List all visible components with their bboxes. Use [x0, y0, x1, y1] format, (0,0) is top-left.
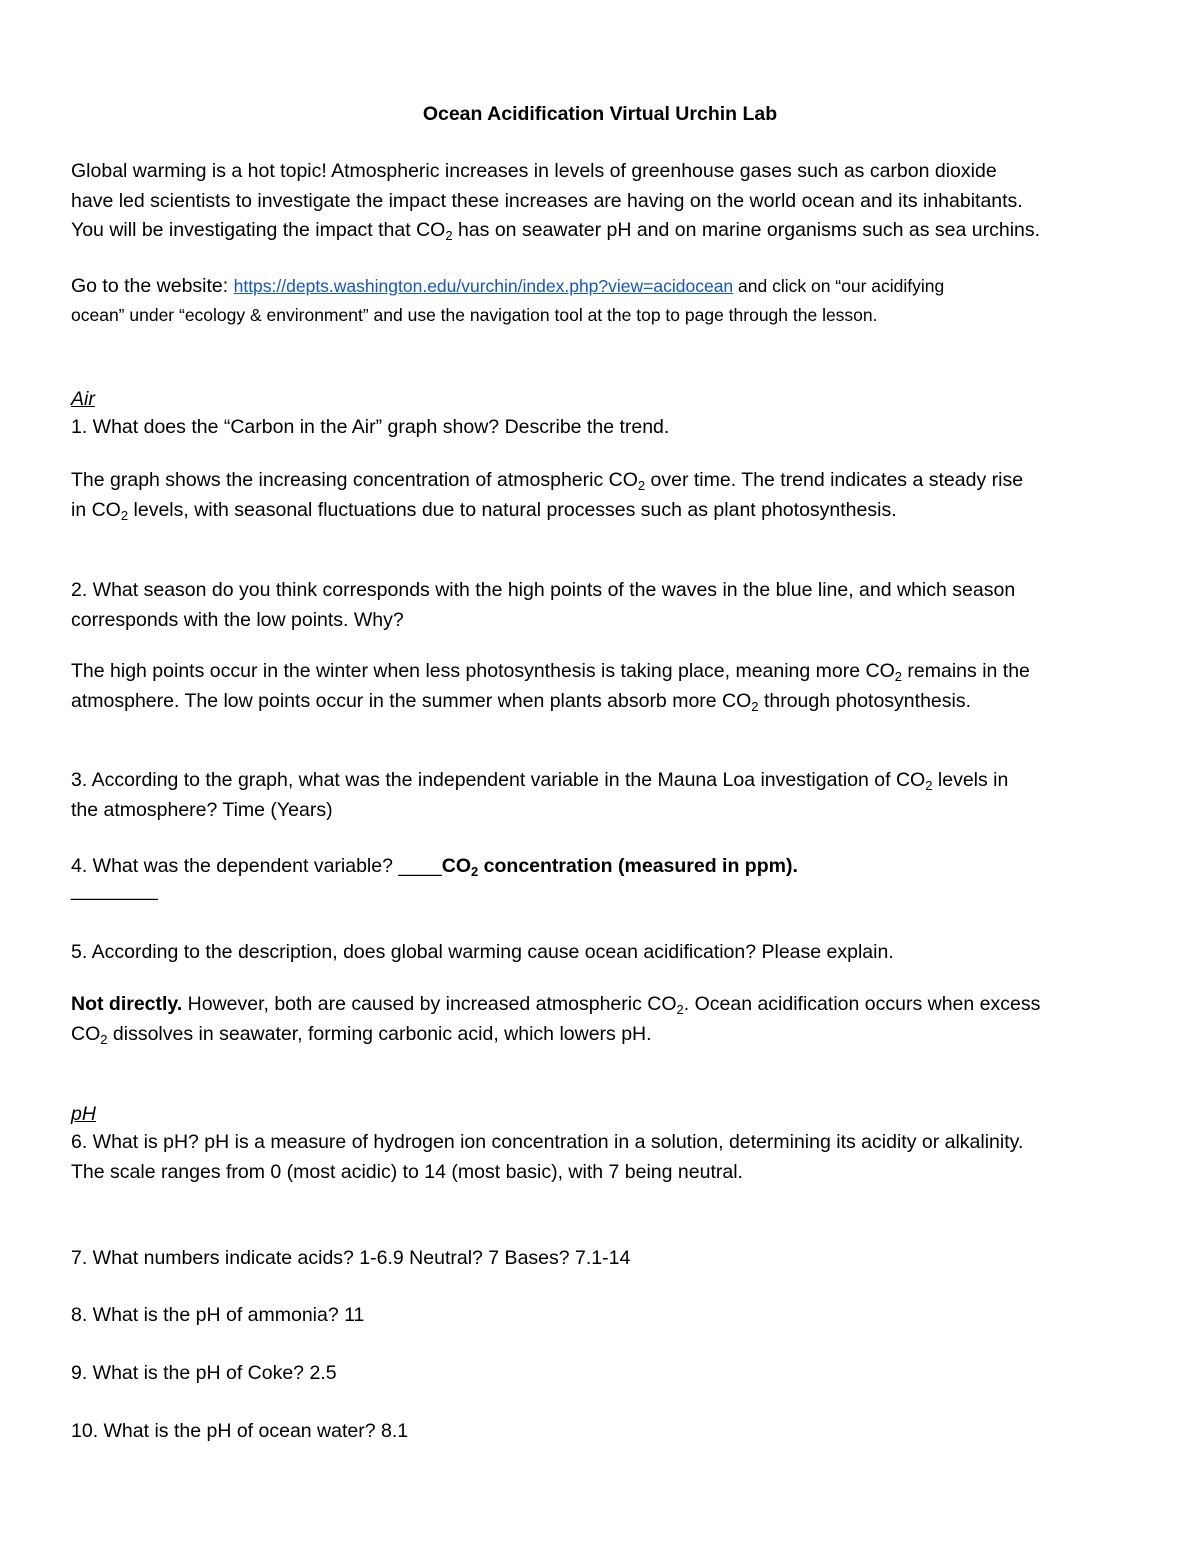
website-line: ocean” under “ecology & environment” and use the navigation tool at the top to page through the lesson.	[71, 304, 878, 325]
question-1: 1. What does the “Carbon in the Air” graph show? Describe the trend.	[71, 416, 670, 438]
answer-4: $CO_2$ concentration (measured in ppm).	[441, 855, 798, 879]
question-9: 9. What is the pH of Coke? 2.5	[71, 1362, 337, 1384]
section-heading-air: Air	[71, 388, 95, 410]
question-8: 8. What is the pH of ammonia? 11	[71, 1304, 365, 1326]
website-paragraph	[71, 272, 1141, 329]
page-title: Ocean Acidification Virtual Urchin Lab	[422, 103, 778, 125]
answer-blank: ________	[71, 878, 158, 901]
answer-1: The graph shows the increasing concentration of atmospheric $CO_2$ over time. The trend indicates a steady rise in $CO_2$ levels, with seasonal fluctuations due to natural processes such as plant photosynthesis.	[71, 469, 1024, 523]
intro-line: You will be investigating the impact that $CO_2$ has on seawater pH and on marine organisms such as sea urchins.	[71, 219, 1041, 243]
question-3: 3. According to the graph, what was the independent variable in the Mauna Loa investigation of $CO_2$ levels in the atmosphere? Time (Years)	[71, 769, 1009, 821]
question-7: 7. What numbers indicate acids? 1-6.9 Neutral? 7 Bases? 7.1-14	[71, 1247, 631, 1269]
question-10: 10. What is the pH of ocean water? 8.1	[71, 1420, 409, 1442]
question-5: 5. According to the description, does global warming cause ocean acidification? Please explain.	[71, 941, 894, 963]
question-6: 6. What is pH? pH is a measure of hydrogen ion concentration in a solution, determining its acidity or alkalinity. The scale ranges from 0 (most acidic) to 14 (most basic), with 7 being neutral.	[71, 1131, 1024, 1183]
question-2: 2. What season do you think corresponds with the high points of the waves in the blue line, and which season corresponds with the low points. Why?	[71, 579, 1016, 631]
website-link[interactable]: https://depts.washington.edu/vurchin/index.php?view=acidocean	[233, 276, 734, 296]
section-heading-ph: pH	[71, 1103, 96, 1125]
website-line: Go to the website: https://depts.washington.edu/vurchin/index.php?view=acidocean and click on “our acidifying	[71, 275, 945, 297]
intro-paragraph	[71, 157, 1141, 246]
answer-5: Not directly. However, both are caused by increased atmospheric $CO_2$. Ocean acidification occurs when excess $CO_2$ dissolves in seawater, forming carbonic acid, which lowers pH.	[71, 993, 1041, 1047]
question-4: 4. What was the dependent variable? $\_\_\_\_CO_2$ concentration (measured in ppm). ________	[71, 852, 1141, 905]
intro-line: have led scientists to investigate the impact these increases are having on the world ocean and its inhabitants.	[71, 189, 1023, 212]
intro-line: Global warming is a hot topic! Atmospheric increases in levels of greenhouse gases such as carbon dioxide	[71, 160, 997, 182]
website-prefix: Go to the website:	[71, 275, 234, 297]
answer-2: The high points occur in the winter when less photosynthesis is taking place, meaning more $CO_2$ remains in the atmosphere. The low points occur in the summer when plants absorb more $CO_2$ through photosynthesis.	[71, 660, 1030, 714]
